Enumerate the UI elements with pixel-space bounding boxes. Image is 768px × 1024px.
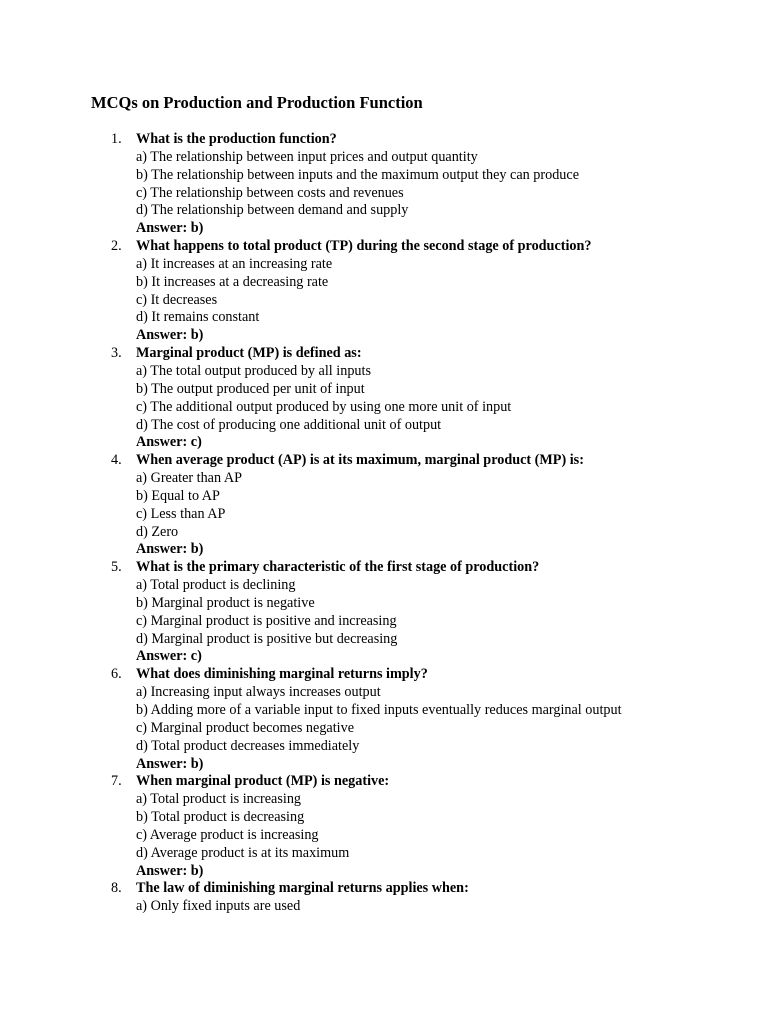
option-a: a) Increasing input always increases output [136, 684, 381, 701]
option-d: d) Zero [136, 523, 179, 540]
question-3 [0, 345, 768, 452]
question-7 [0, 773, 768, 880]
option-c: c) The additional output produced by using one more unit of input [136, 398, 512, 415]
question-5 [0, 559, 768, 666]
option-b: b) Total product is decreasing [136, 809, 305, 826]
option-a: a) The relationship between input prices and output quantity [136, 148, 478, 165]
answer-label: Answer: b) [136, 755, 204, 772]
question-1 [0, 131, 768, 238]
question-text: The law of diminishing marginal returns applies when: [136, 880, 469, 897]
question-2 [0, 238, 768, 345]
option-d: d) It remains constant [136, 309, 260, 326]
question-number: 1. [111, 131, 122, 147]
question-number: 6. [111, 666, 122, 683]
question-body [136, 559, 768, 666]
option-c: c) Average product is increasing [136, 826, 319, 843]
question-text: What is the production function? [136, 131, 337, 147]
question-body [136, 452, 768, 559]
question-number: 7. [111, 773, 122, 790]
option-b: b) It increases at a decreasing rate [136, 273, 329, 290]
question-list [0, 131, 768, 916]
question-6 [0, 666, 768, 773]
answer-label: Answer: b) [136, 541, 204, 558]
option-a: a) Total product is declining [136, 577, 296, 594]
question-4 [0, 452, 768, 559]
question-text: What is the primary characteristic of the first stage of production? [136, 559, 540, 576]
question-number: 2. [111, 238, 122, 255]
option-b: b) The output produced per unit of input [136, 380, 365, 397]
option-b: b) Marginal product is negative [136, 594, 315, 611]
question-number: 3. [111, 345, 122, 362]
question-number: 5. [111, 559, 122, 576]
option-d: d) The cost of producing one additional unit of output [136, 416, 442, 433]
question-text: What happens to total product (TP) during the second stage of production? [136, 238, 592, 255]
option-a: a) Total product is increasing [136, 791, 302, 808]
question-body [136, 238, 768, 345]
question-body [136, 773, 768, 880]
document-title: MCQs on Production and Production Function [91, 93, 423, 112]
answer-label: Answer: b) [136, 327, 204, 344]
answer-label: Answer: c) [136, 434, 202, 451]
question-body [136, 666, 768, 773]
option-d: d) The relationship between demand and supply [136, 202, 409, 219]
question-number: 8. [111, 880, 122, 897]
question-body [136, 880, 768, 916]
question-text: What does diminishing marginal returns imply? [136, 666, 428, 683]
option-d: d) Marginal product is positive but decreasing [136, 630, 398, 647]
option-b: b) The relationship between inputs and the maximum output they can produce [136, 166, 579, 183]
option-c: c) Less than AP [136, 505, 226, 522]
question-8 [0, 880, 768, 916]
question-body [136, 131, 768, 238]
option-c: c) Marginal product is positive and increasing [136, 612, 397, 629]
option-d: d) Total product decreases immediately [136, 737, 360, 754]
answer-label: Answer: c) [136, 648, 202, 665]
question-body [136, 345, 768, 452]
option-c: c) It decreases [136, 291, 218, 308]
option-c: c) The relationship between costs and revenues [136, 184, 404, 201]
option-b: b) Equal to AP [136, 487, 220, 504]
option-d: d) Average product is at its maximum [136, 844, 350, 861]
option-b: b) Adding more of a variable input to fixed inputs eventually reduces marginal output [136, 702, 622, 718]
option-a: a) Only fixed inputs are used [136, 898, 301, 915]
question-text: Marginal product (MP) is defined as: [136, 345, 362, 362]
question-text: When average product (AP) is at its maximum, marginal product (MP) is: [136, 452, 584, 469]
option-a: a) It increases at an increasing rate [136, 255, 333, 272]
answer-label: Answer: b) [136, 220, 204, 237]
question-text: When marginal product (MP) is negative: [136, 773, 390, 790]
option-c: c) Marginal product becomes negative [136, 719, 354, 736]
option-a: a) The total output produced by all inputs [136, 362, 371, 379]
answer-label: Answer: b) [136, 862, 204, 879]
question-number: 4. [111, 452, 122, 469]
option-a: a) Greater than AP [136, 470, 242, 487]
